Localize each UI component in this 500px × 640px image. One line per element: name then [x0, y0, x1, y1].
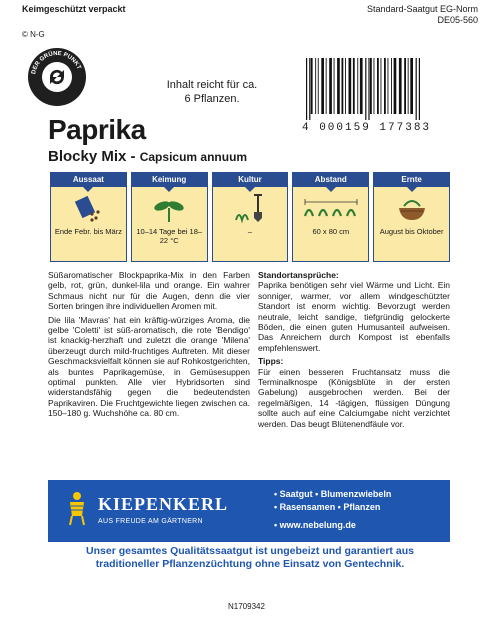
barcode-bar — [365, 58, 366, 120]
tips-text: Für einen besseren Fruchtansatz muss die Terminalknospe (Königsblüte in der ersten Gabelung) ausgebrochen werden. Bei der regelmäßigen, 14 -tägigen, flüssigen Düngung sollte auch auf eine Calciumgabe nicht verzichtet werden. Das beugt Blütenendfäule vor. — [258, 366, 450, 429]
barcode-bar — [329, 58, 332, 114]
spade-icon — [213, 191, 288, 225]
barcode-bar — [377, 58, 379, 114]
article-number: N1709342 — [228, 602, 265, 611]
barcode-bar — [368, 58, 369, 120]
location-text: Paprika benötigen sehr viel Wärme und Licht. Ein sonniger, warmer, vor allem windgeschützter Standort ist enorm wichtig. Bevorzugt werden neutrale, leicht sandige, tiefgründig gelockerte Böden, die einen guten Humusanteil aufweisen. Das Anreichern durch Kompost ist ebenfalls empfehlenswert. — [258, 280, 450, 353]
green-dot-logo — [28, 48, 86, 106]
product-range-list — [274, 488, 391, 532]
product-title: Paprika — [48, 114, 146, 145]
panel-heading: Keimung — [132, 173, 207, 187]
registration-code: DE05-560 — [437, 15, 478, 25]
barcode-bar — [370, 58, 372, 114]
harvest-bowl-icon — [374, 191, 449, 225]
subtitle-separator: - — [130, 148, 136, 165]
barcode-bar — [416, 58, 417, 120]
barcode-bar — [311, 58, 313, 114]
sprout-icon — [132, 191, 207, 225]
seed-packet-icon — [51, 191, 126, 225]
barcode-bar — [321, 58, 324, 114]
barcode-bar — [334, 58, 335, 114]
description-paragraph-2: Die lila 'Mavras' hat ein kräftig-würziges Aroma, die gelbe 'Coletti' ist süß-aromatisch, die rote 'Bendigo' ist knackig-herzhaft und zuletzt die orange 'Milena' überzeugt durch mild-fruchtiges Auftreten. Mit dieser Geschmacksvielfalt können sie auf Rohkostgerichten, als buntes Paprikagemüse, in Gemüsesuppen optimal punkten. Alle vier Hybridsorten sind widerstandsfähig gegen die bedeutendsten Paprikaviren. Die Fruchtgewichte liegen zwischen ca. 150–180 g. Wuchshöhe ca. 80 cm. — [48, 314, 250, 419]
contents-line-1: Inhalt reicht für ca. — [166, 79, 258, 91]
barcode-bar — [315, 58, 316, 114]
panel-cultivation — [212, 172, 289, 262]
brand-banner — [48, 480, 450, 542]
panel-text: August bis Oktober — [379, 227, 444, 236]
barcode-bar — [384, 58, 386, 114]
barcode-bar — [410, 58, 413, 114]
instructions-column — [258, 270, 450, 432]
barcode-bar — [349, 58, 352, 114]
ean-barcode — [302, 58, 478, 120]
barcode-bar — [381, 58, 382, 114]
green-dot-ring-text: DER GRÜNE PUNKT — [31, 50, 82, 75]
barcode-bar — [374, 58, 375, 114]
quality-statement — [40, 545, 460, 571]
quality-line-2: traditioneller Pflanzenzüchtung ohne Einsatz von Gentechnik. — [95, 558, 405, 570]
panel-text: 10–14 Tage bei 18–22 °C — [136, 227, 203, 245]
contents-line-2: 6 Pflanzen. — [184, 93, 240, 105]
brand-name: KIEPENKERL — [98, 494, 229, 514]
barcode-bar — [326, 58, 327, 114]
packaging-note: Keimgeschützt verpackt — [22, 4, 126, 14]
recycle-arrows-icon — [42, 62, 72, 92]
barcode-bar — [357, 58, 358, 114]
panel-germination — [131, 172, 208, 262]
product-subtitle — [48, 148, 247, 165]
range-item: • Saatgut • Blumenzwiebeln — [274, 488, 391, 501]
description-column — [48, 270, 250, 422]
copyright-note: © N-G — [22, 30, 45, 39]
barcode-bar — [306, 58, 307, 120]
panel-heading: Ernte — [374, 173, 449, 187]
panel-text: – — [247, 227, 253, 236]
barcode-bar — [394, 58, 397, 114]
tips-heading: Tipps: — [258, 356, 284, 367]
latin-name: Capsicum annuum — [139, 150, 248, 164]
quality-line-1: Unser gesamtes Qualitätssaatgut ist ungebeizt und garantiert aus — [86, 545, 414, 557]
barcode-bar — [408, 58, 409, 114]
plant-rows-icon — [293, 191, 368, 225]
barcode-bar — [337, 58, 340, 114]
barcode-bar — [342, 58, 344, 114]
barcode-bar — [399, 58, 402, 114]
basket-carrier-icon — [62, 490, 92, 526]
barcode-bar — [404, 58, 406, 114]
barcode-bar — [391, 58, 392, 114]
panel-harvest — [373, 172, 450, 262]
website-link[interactable]: • www.nebelung.de — [274, 519, 391, 532]
barcode-bar — [309, 58, 310, 120]
barcode-bar — [360, 58, 363, 114]
barcode-bar — [388, 58, 389, 114]
panel-sowing — [50, 172, 127, 262]
location-heading: Standortansprüche: — [258, 270, 339, 280]
growing-info-panels — [50, 172, 450, 262]
standard-line: Standard-Saatgut EG-Norm — [366, 4, 478, 14]
panel-spacing — [292, 172, 369, 262]
panel-heading: Aussaat — [51, 173, 126, 187]
panel-heading: Abstand — [293, 173, 368, 187]
brand-tagline: AUS FREUDE AM GÄRTNERN — [98, 518, 203, 525]
range-item: • Rasensamen • Pflanzen — [274, 501, 391, 514]
standard-note — [367, 4, 478, 26]
barcode-bar — [345, 58, 346, 114]
barcode-bar — [419, 58, 420, 120]
header-row — [0, 0, 500, 28]
panel-text: 60 x 80 cm — [312, 227, 350, 236]
barcode-bar — [318, 58, 319, 114]
variety-name: Blocky Mix — [48, 148, 127, 165]
contents-note — [152, 78, 272, 106]
description-paragraph-1: Süßaromatischer Blockpaprika-Mix in den Farben gelb, rot, grün, dunkel-lila und orange. Ein wahrer Schmaus nicht nur für die Augen, denn die vier Sorten bringen ihre individuellen Aromen mit. — [48, 270, 250, 312]
barcode-bar — [353, 58, 355, 114]
panel-text: Ende Febr. bis März — [54, 227, 122, 236]
panel-heading: Kultur — [213, 173, 288, 187]
barcode-digits: 4 000159 177383 — [302, 122, 432, 134]
green-dot-symbol — [42, 62, 72, 92]
